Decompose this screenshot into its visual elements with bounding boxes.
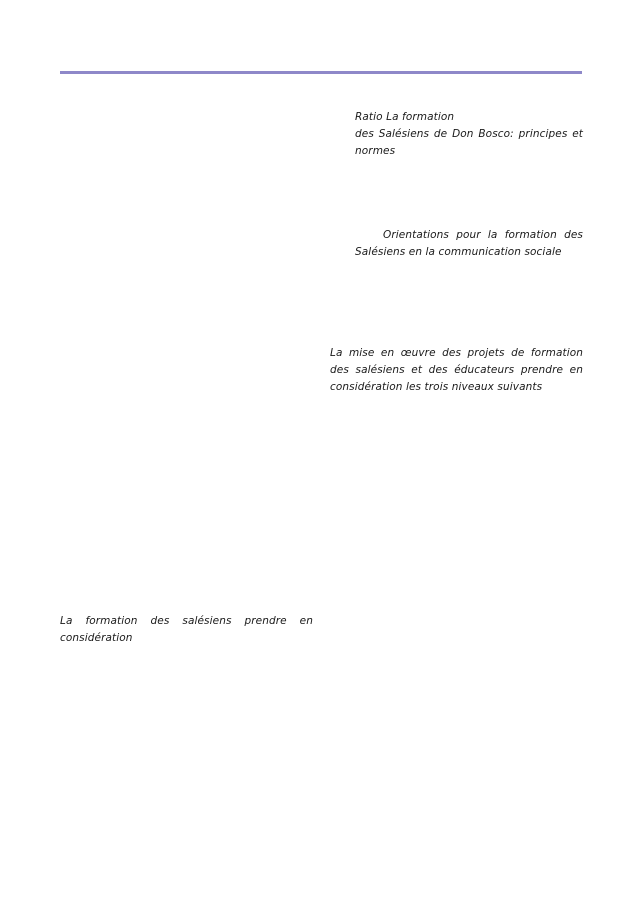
ratio-reference (355, 109, 583, 160)
ratio-reference-rest: des Salésiens de Don Bosco: principes et normes (355, 128, 583, 157)
ratio-reference-line1: Ratio La formation (355, 111, 455, 123)
orientations-reference: Orientations pour la formation des Salésiens en la communication sociale (355, 229, 583, 258)
mise-en-oeuvre-paragraph: La mise en œuvre des projets de formation des salésiens et des éducateurs prendre en considération les trois niveaux suivants (330, 347, 583, 393)
formation-paragraph: La formation des salésiens prendre en considération (60, 615, 313, 644)
header-rule (60, 71, 582, 74)
